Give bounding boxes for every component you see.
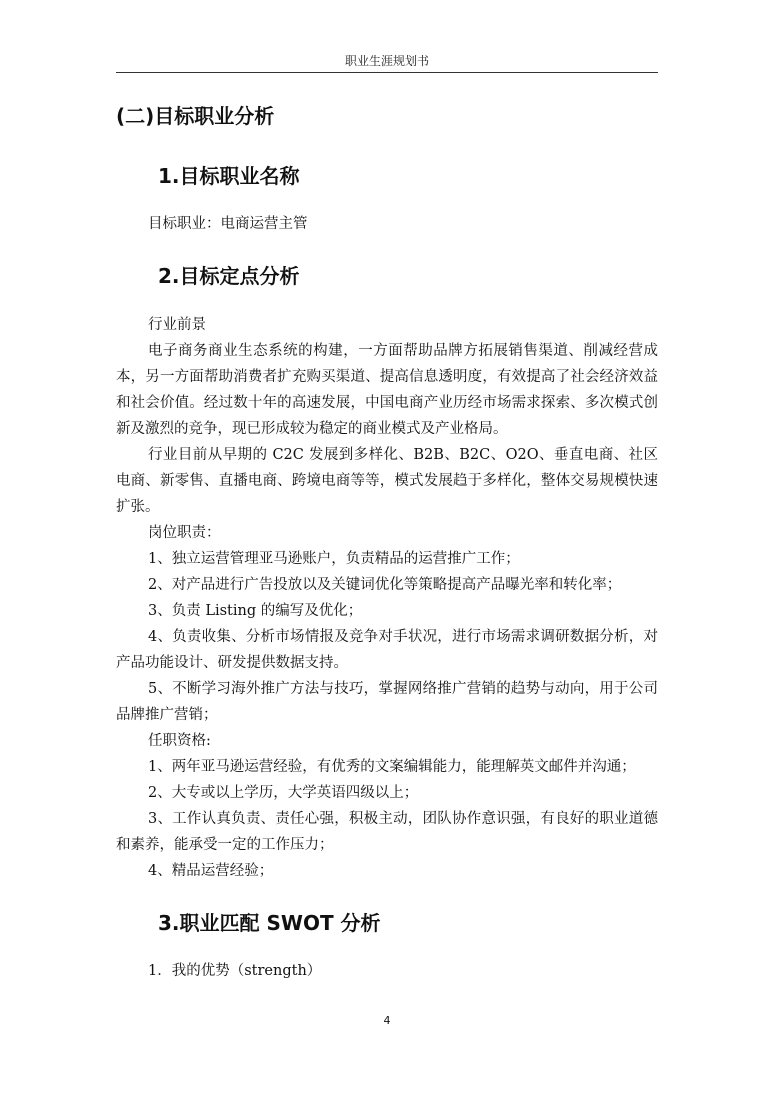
qualification-item: 3、工作认真负责、责任心强，积极主动，团队协作意识强，有良好的职业道德和素养，能承受一定的工作压力； <box>116 811 658 853</box>
duty-item: 4、负责收集、分析市场情报及竞争对手状况，进行市场需求调研数据分析，对产品功能设计、研发提供数据支持。 <box>116 629 658 671</box>
industry-paragraph-1: 电子商务商业生态系统的构建，一方面帮助品牌方拓展销售渠道、削减经营成本，另一方面帮助消费者扩充购买渠道、提高信息透明度，有效提高了社会经济效益和社会价值。经过数十年的高速发展，中国电商产业历经市场需求探索、多次模式创新及激烈的竞争，现已形成较为稳定的商业模式及产业格局。 <box>116 343 658 437</box>
industry-heading: 行业前景 <box>148 317 206 333</box>
duty-item: 1、独立运营管理亚马逊账户，负责精品的运营推广工作； <box>148 551 520 567</box>
header-rule <box>116 72 658 73</box>
industry-paragraph-2: 行业目前从早期的 C2C 发展到多样化、B2B、B2C、O2O、垂直电商、社区电商、新零售、直播电商、跨境电商等等，模式发展趋于多样化，整体交易规模快速扩张。 <box>116 447 658 515</box>
qualifications-heading: 任职资格: <box>148 733 211 749</box>
page-number: 4 <box>383 1014 391 1027</box>
duty-item: 3、负责 Listing 的编写及优化； <box>148 603 363 619</box>
duties-heading: 岗位职责： <box>148 525 221 541</box>
running-header: 职业生涯规划书 <box>344 54 429 68</box>
qualification-item: 2、大专或以上学历，大学英语四级以上； <box>148 785 419 801</box>
subsection-title-2: 2.目标定点分析 <box>158 264 300 288</box>
duty-item: 5、不断学习海外推广方法与技巧，掌握网络推广营销的趋势与动向，用于公司品牌推广营销； <box>116 681 658 723</box>
qualification-item: 1、两年亚马逊运营经验，有优秀的文案编辑能力，能理解英文邮件并沟通； <box>148 759 636 775</box>
section-title: (二)目标职业分析 <box>116 104 275 128</box>
swot-item-strength: 1．我的优势（strength） <box>148 963 322 979</box>
subsection-title-3: 3.职业匹配 SWOT 分析 <box>158 911 381 935</box>
duty-item: 2、对产品进行广告投放以及关键词优化等策略提高产品曝光率和转化率； <box>148 577 622 593</box>
target-job-text: 目标职业：电商运营主管 <box>148 216 308 232</box>
qualification-item: 4、精品运营经验； <box>148 863 274 879</box>
subsection-title-1: 1.目标职业名称 <box>158 164 300 188</box>
